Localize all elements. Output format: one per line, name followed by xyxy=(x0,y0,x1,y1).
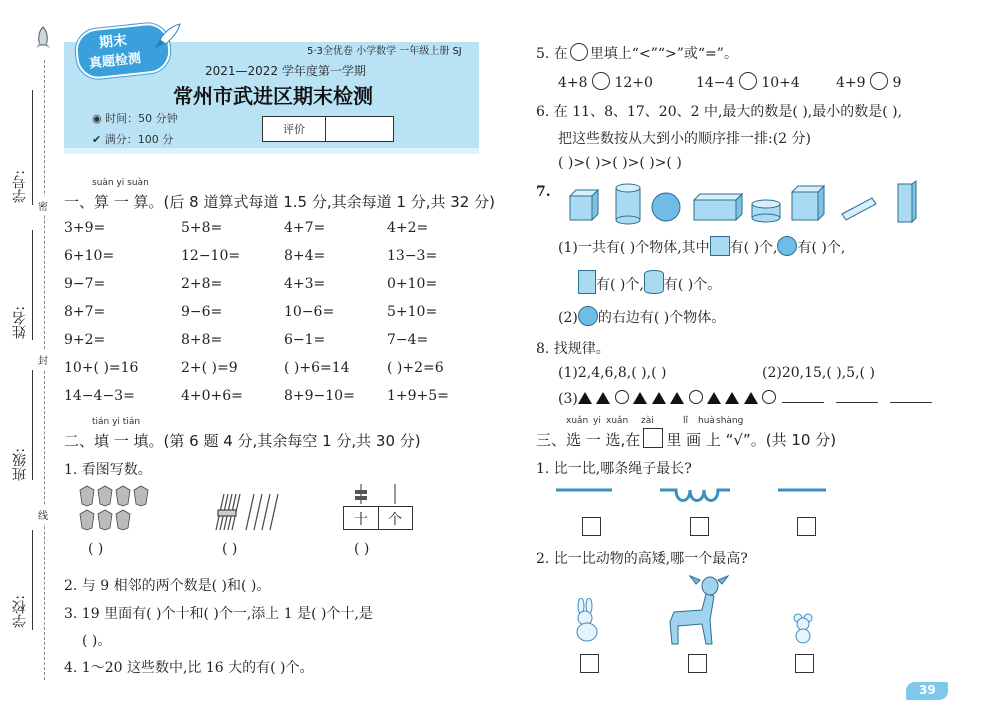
check-icon: ✔ xyxy=(92,133,105,146)
page-number: 39 xyxy=(919,683,936,697)
q5-item-2: 14−4 10+4 xyxy=(696,72,800,91)
binding-char-feng: 封 xyxy=(38,350,48,369)
time-info xyxy=(92,110,178,126)
section3-pinyin-7: shàng xyxy=(716,416,744,426)
q8-text: 8. 找规律。 xyxy=(536,341,610,357)
binding-char-mi: 密 xyxy=(38,196,48,215)
score-text: 满分：100 分 xyxy=(104,133,174,146)
calc-item: 12−10= xyxy=(181,248,241,264)
section3-pinyin-1: xuǎn xyxy=(566,416,589,426)
binding-dashed-line xyxy=(44,60,45,680)
q5-prefix: 5. 在 xyxy=(536,46,568,62)
rocket-icon xyxy=(34,26,52,52)
rocket-badge-icon xyxy=(150,22,184,52)
clock-icon: ◉ xyxy=(92,112,106,125)
label-banji: 班级: xyxy=(12,448,28,481)
series-text: 5·3全优卷 小学数学 一年级上册 SJ xyxy=(307,46,462,57)
circle-icon xyxy=(689,390,703,404)
calc-item: 8+7= xyxy=(64,304,106,320)
q31-text: 1. 比一比,哪条绳子最长? xyxy=(536,461,692,477)
page-number-badge xyxy=(906,682,948,700)
q5-item-1: 4+8 12+0 xyxy=(558,72,653,91)
q4-text: 4. 1～20 这些数中,比 16 大的有( )个。 xyxy=(64,660,314,676)
calc-item: 9−6= xyxy=(181,304,223,320)
q7-line3: (2) 的右边有( )个物体。 xyxy=(558,306,725,327)
q7-line2: 有( )个, 有( )个。 xyxy=(578,270,721,294)
section1-heading: 一、算 一 算。(后 8 道算式每道 1.5 分,其余每道 1 分,共 32 分) xyxy=(64,193,495,211)
calc-item: 13−3= xyxy=(387,248,438,264)
strawberries-image xyxy=(78,484,150,532)
answer-box[interactable] xyxy=(797,517,816,536)
q5-suffix: 里填上“<”“>”或“=”。 xyxy=(589,46,738,62)
label-xuexiao: 学校: xyxy=(12,595,28,628)
calc-item: 4+7= xyxy=(284,220,326,236)
calc-item: 5+8= xyxy=(181,220,223,236)
triangle-icon xyxy=(744,392,758,404)
section3-pinyin-2: yi xyxy=(593,416,601,426)
banji-line xyxy=(32,370,33,480)
calc-item: 10−6= xyxy=(284,304,335,320)
time-text: 时间：50 分钟 xyxy=(105,112,178,125)
calc-item: 4+2= xyxy=(387,220,429,236)
section3-pinyin-6: huà xyxy=(698,416,715,426)
label-xuehao: 学号: xyxy=(12,170,28,203)
calc-item: 1+9+5= xyxy=(387,388,449,404)
xingming-line xyxy=(32,230,33,340)
calc-item: 9+2= xyxy=(64,332,106,348)
calc-item: ( )+6=14 xyxy=(284,360,350,376)
ropes-image xyxy=(550,482,840,506)
page-title: 常州市武进区期末检测 xyxy=(173,84,373,108)
answer-box[interactable] xyxy=(582,517,601,536)
calc-item: 8+8= xyxy=(181,332,223,348)
header-bottom-band xyxy=(64,148,479,154)
answer-blank[interactable] xyxy=(836,402,878,403)
section2-heading: 二、填 一 填。(第 6 题 4 分,其余每空 1 分,共 30 分) xyxy=(64,432,421,450)
circle-box-icon xyxy=(570,43,588,61)
circle-icon xyxy=(615,390,629,404)
compare-circle[interactable] xyxy=(870,72,888,90)
section2-pinyin: tián yi tián xyxy=(92,417,141,427)
q6-text-a: 6. 在 11、8、17、20、2 中,最大的数是( ),最小的数是( ), xyxy=(536,104,903,120)
abacus-one-label: 个 xyxy=(388,512,402,528)
q6-text-b: 把这些数按从大到小的顺序排一排:(2 分) xyxy=(558,131,811,147)
compare-circle[interactable] xyxy=(739,72,757,90)
q5-text xyxy=(536,43,738,63)
xuehao-line xyxy=(32,90,33,205)
eval-box xyxy=(262,116,394,142)
q8-line2: (3) xyxy=(558,390,938,407)
deer-image xyxy=(660,572,732,648)
calc-item: 10+( )=16 xyxy=(64,360,139,376)
compare-circle[interactable] xyxy=(592,72,610,90)
triangle-icon xyxy=(725,392,739,404)
sphere-icon xyxy=(777,236,797,256)
badge-line1: 期末 xyxy=(98,32,128,52)
q5-item-3: 4+9 9 xyxy=(836,72,901,91)
q1-blank-1: ( ) xyxy=(88,541,104,557)
calc-item: 7−4= xyxy=(387,332,429,348)
q3-text-b: ( )。 xyxy=(82,633,112,649)
calc-item: 2+8= xyxy=(181,276,223,292)
q7-line1: (1)一共有( )个物体,其中 有( )个, 有( )个, xyxy=(558,236,845,257)
answer-blank[interactable] xyxy=(890,402,932,403)
calc-item: 5+10= xyxy=(387,304,438,320)
xuexiao-line xyxy=(32,530,33,630)
calc-item: 9−7= xyxy=(64,276,106,292)
q32-text: 2. 比一比动物的高矮,哪一个最高? xyxy=(536,551,748,567)
answer-box[interactable] xyxy=(580,654,599,673)
rabbit-image xyxy=(568,598,606,644)
answer-box[interactable] xyxy=(690,517,709,536)
triangle-icon xyxy=(596,392,610,404)
answer-box[interactable] xyxy=(688,654,707,673)
q3-text-a: 3. 19 里面有( )个十和( )个一,添上 1 是( )个十,是 xyxy=(64,606,373,622)
calc-grid xyxy=(64,220,484,410)
badge-line2: 真题检测 xyxy=(88,51,142,72)
q8-line1a: (1)2,4,6,8,( ),( ) xyxy=(558,365,667,381)
q1-blank-2: ( ) xyxy=(222,541,238,557)
q2-text: 2. 与 9 相邻的两个数是( )和( )。 xyxy=(64,578,271,594)
calc-item: 3+9= xyxy=(64,220,106,236)
calc-item: 2+( )=9 xyxy=(181,360,238,376)
calc-item: 6−1= xyxy=(284,332,326,348)
mouse-image xyxy=(788,612,822,644)
q1-text: 1. 看图写数。 xyxy=(64,462,152,478)
sphere-icon xyxy=(578,306,598,326)
term-text: 2021—2022 学年度第一学期 xyxy=(205,64,366,78)
q6-text-c: ( )>( )>( )>( )>( ) xyxy=(558,155,682,171)
abacus-ten-label: 十 xyxy=(354,512,368,528)
section3-pinyin-5: lǐ xyxy=(683,416,689,426)
label-xingming: 姓名: xyxy=(12,306,28,339)
calc-item: 4+0+6= xyxy=(181,388,243,404)
binding-char-xian: 线 xyxy=(38,505,48,524)
calc-item: 8+9−10= xyxy=(284,388,355,404)
calc-item: 4+3= xyxy=(284,276,326,292)
eval-label: 评价 xyxy=(283,123,305,136)
q7-num: 7. xyxy=(536,184,551,200)
abacus-table xyxy=(343,506,413,530)
section1-pinyin: suàn yi suàn xyxy=(92,178,149,188)
calc-item: 8+4= xyxy=(284,248,326,264)
cube-icon xyxy=(710,236,730,256)
triangle-icon xyxy=(707,392,721,404)
answer-box-icon xyxy=(643,428,663,448)
calc-item: 0+10= xyxy=(387,276,438,292)
answer-blank[interactable] xyxy=(782,402,824,403)
abacus-image xyxy=(343,484,413,504)
solids-image xyxy=(566,180,926,226)
triangle-icon xyxy=(578,392,592,404)
q8-line1b: (2)20,15,( ),5,( ) xyxy=(762,365,875,381)
sticks-image xyxy=(212,490,282,534)
triangle-icon xyxy=(633,392,647,404)
section3-pinyin-4: zài xyxy=(641,416,654,426)
circle-icon xyxy=(762,390,776,404)
cylinder-icon xyxy=(644,270,664,294)
calc-item: ( )+2=6 xyxy=(387,360,444,376)
score-info xyxy=(92,131,173,147)
section3-heading: 三、选 一 选,在 里 画 上 “√”。(共 10 分) xyxy=(536,428,836,450)
triangle-icon xyxy=(670,392,684,404)
cuboid-icon xyxy=(578,270,596,294)
q1-blank-3: ( ) xyxy=(354,541,370,557)
triangle-icon xyxy=(652,392,666,404)
section3-pinyin-3: xuǎn xyxy=(606,416,629,426)
answer-box[interactable] xyxy=(795,654,814,673)
calc-item: 6+10= xyxy=(64,248,115,264)
calc-item: 14−4−3= xyxy=(64,388,135,404)
